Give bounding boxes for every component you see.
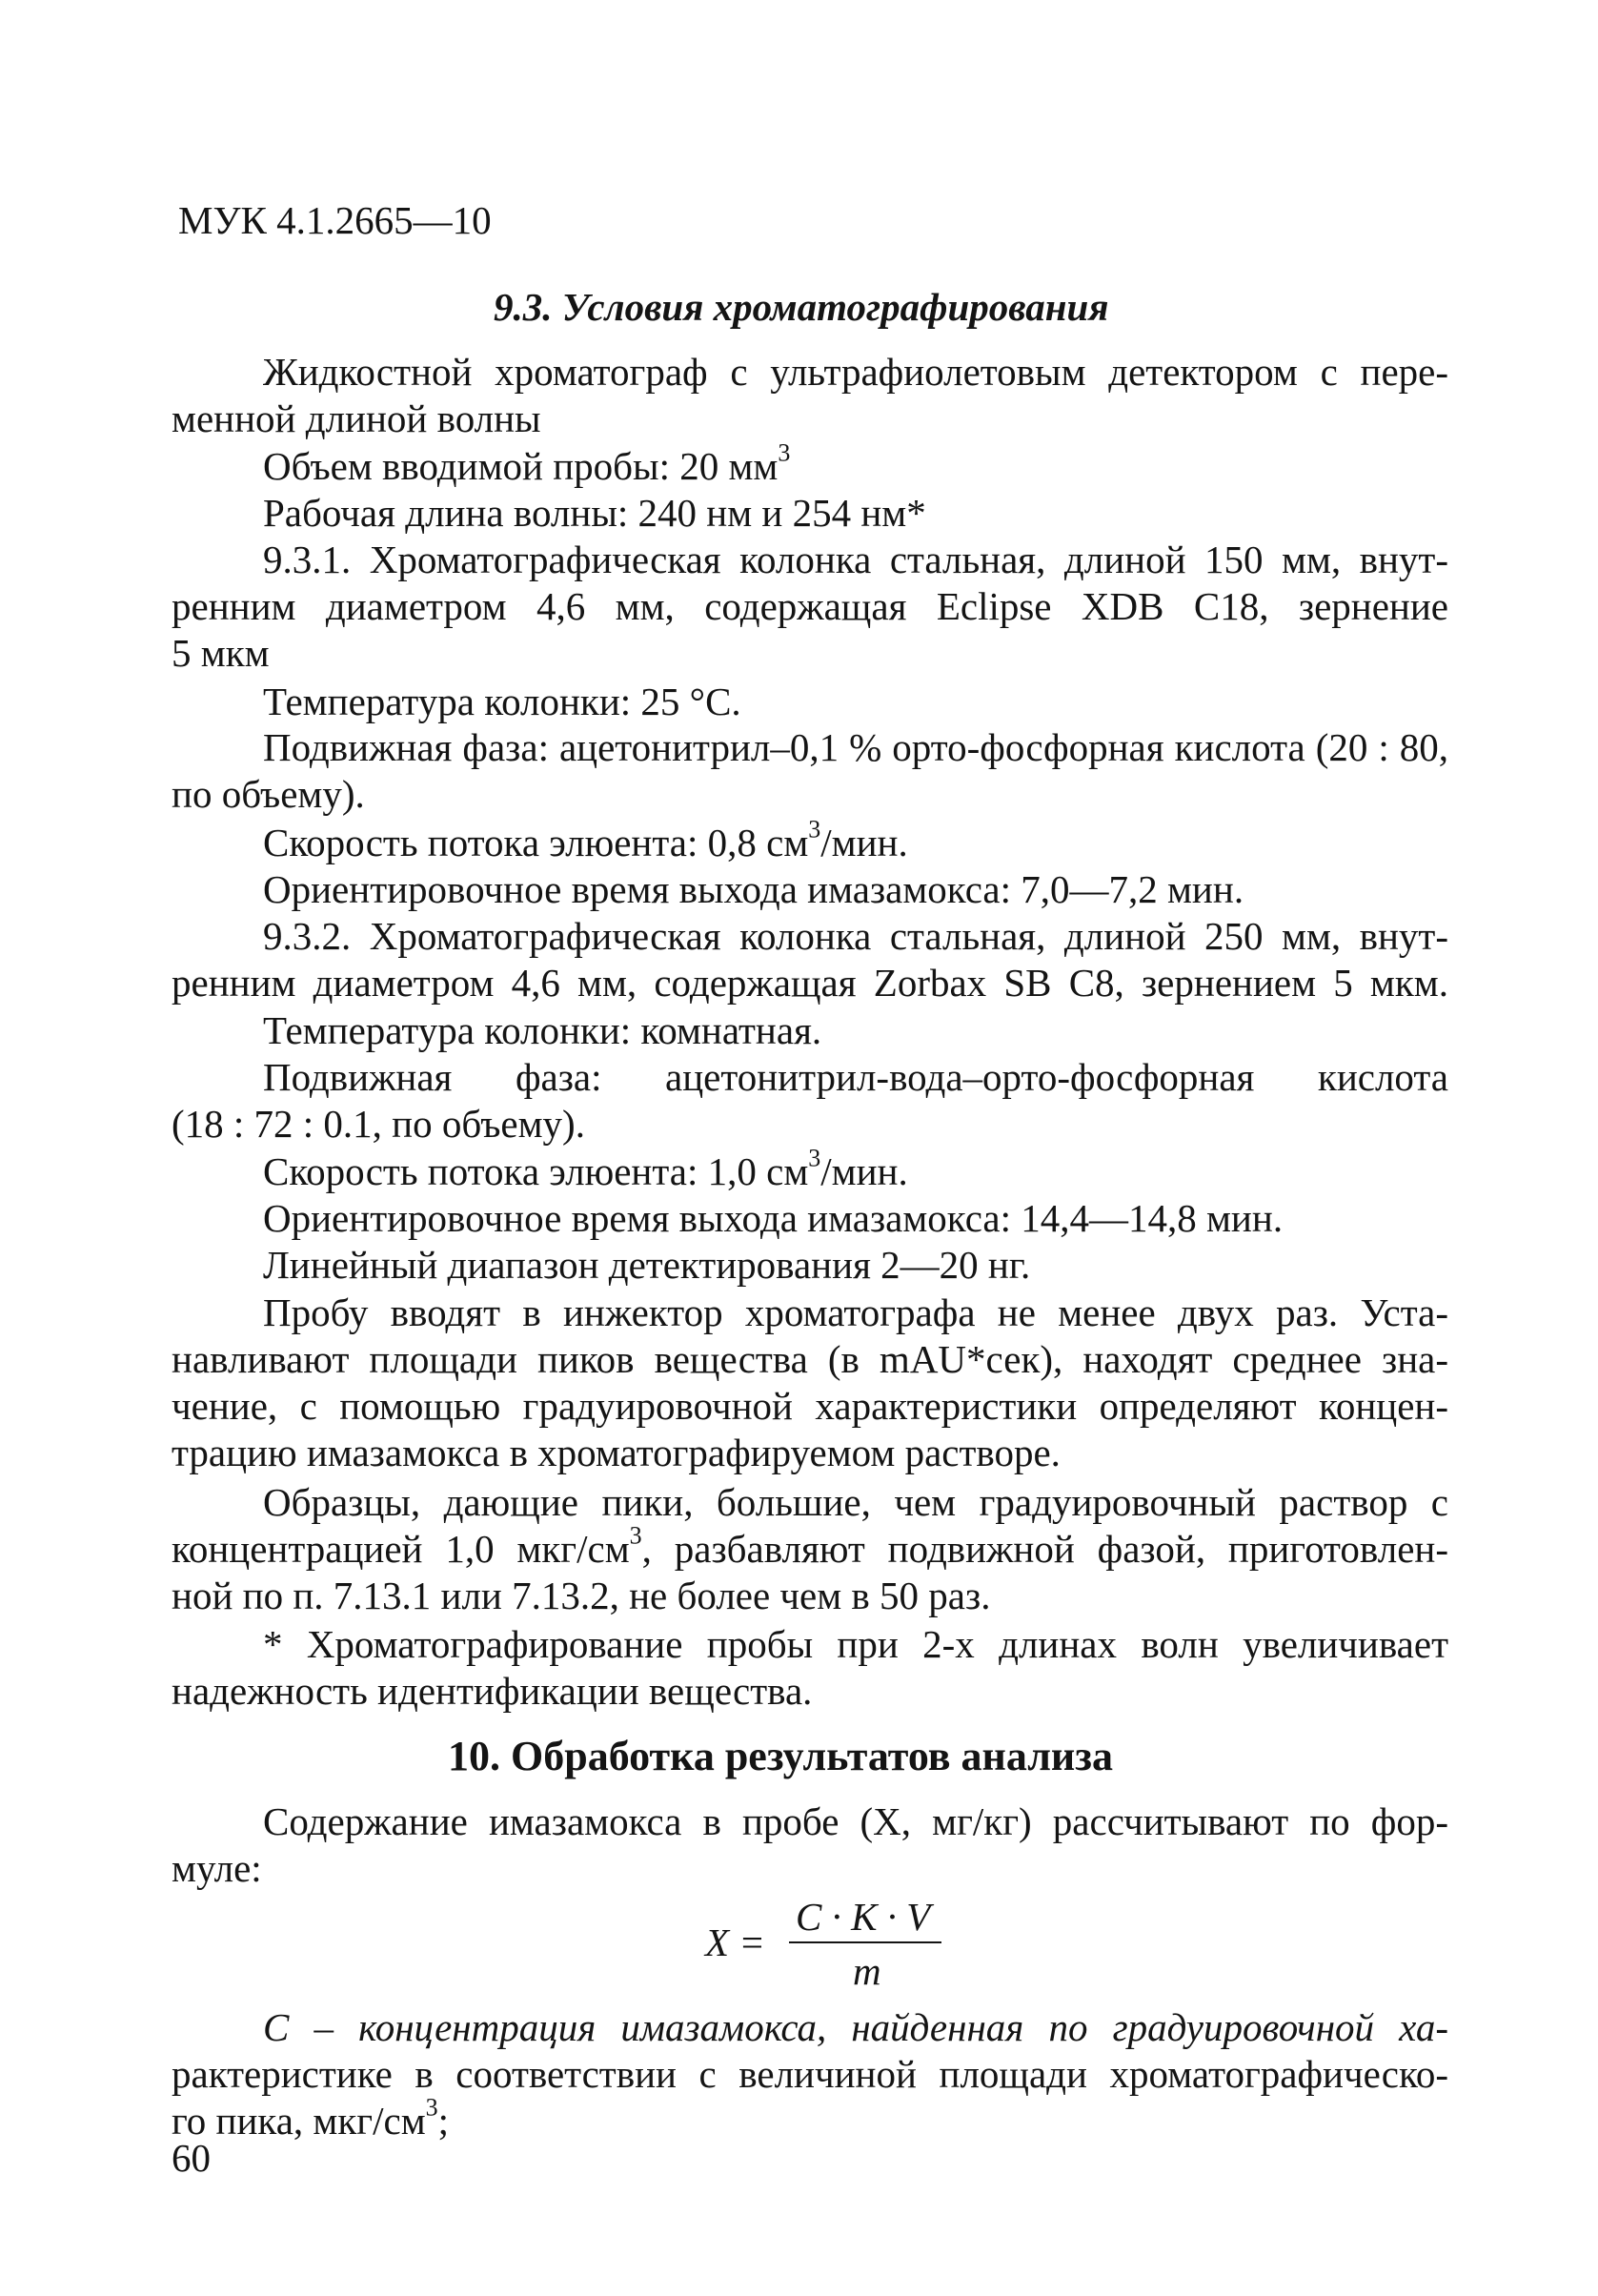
- p18-line2: муле:: [172, 1846, 262, 1890]
- p9-line1: 9.3.2. Хроматографическая колонка стальная, длиной 250 мм, внут-: [263, 914, 1448, 958]
- p16-line1: Образцы, дающие пики, большие, чем градуировочный раствор с: [263, 1480, 1448, 1524]
- formula-denominator: m: [853, 1949, 881, 1993]
- p17-footnote-line2: надежность идентификации вещества.: [172, 1669, 813, 1713]
- formula-lhs: X =: [705, 1920, 765, 1964]
- p5-column-temp: Температура колонки: 25 °С.: [263, 680, 741, 723]
- p7-flow-rate: Скорость потока элюента: 0,8 $см^3$/мин.: [263, 815, 908, 864]
- p2-sample-volume: Объем вводимой пробы: 20 $мм^3$: [263, 438, 791, 488]
- p16-line2: концентрацией 1,0 мкг/$см^3$, разбавляют подвижной фазой, приготовлен-: [172, 1521, 1448, 1571]
- p15-line2: навливают площади пиков вещества (в mAU*сек), находят среднее зна-: [172, 1337, 1448, 1381]
- p16-line3: ной по п. 7.13.1 или 7.13.2, не более чем в 50 раз.: [172, 1574, 991, 1617]
- document-header: МУК 4.1.2665—10: [178, 198, 492, 242]
- p11-line2: (18 : 72 : 0.1, по объему).: [172, 1102, 585, 1146]
- page-number: 60: [172, 2136, 211, 2180]
- p1-line1: Жидкостной хроматограф с ультрафиолетовым детектором с пере-: [263, 350, 1448, 394]
- p19-line3: го пика, мкг/$см^3$;: [172, 2093, 450, 2143]
- p19-line1: C – концентрация имазамокса, найденная по градуировочной ха-: [263, 2005, 1448, 2049]
- p12-flow-rate: Скорость потока элюента: 1,0 $см^3$/мин.: [263, 1144, 908, 1193]
- p13-retention-time: Ориентировочное время выхода имазамокса: 14,4—14,8 мин.: [263, 1196, 1284, 1240]
- p4-line1: 9.3.1. Хроматографическая колонка стальная, длиной 150 мм, внут-: [263, 538, 1448, 581]
- p8-retention-time: Ориентировочное время выхода имазамокса: 7,0—7,2 мин.: [263, 867, 1244, 911]
- p4-line3: 5 мкм: [172, 631, 270, 675]
- p11-line1: Подвижная фаза: ацетонитрил-вода–орто-фосфорная кислота: [263, 1055, 1448, 1099]
- p15-line4: трацию имазамокса в хроматографируемом растворе.: [172, 1431, 1061, 1474]
- p10-column-temp: Температура колонки: комнатная.: [263, 1008, 822, 1052]
- p6-line1: Подвижная фаза: ацетонитрил–0,1 % орто-фосфорная кислота (20 : 80,: [263, 725, 1448, 769]
- p14-linear-range: Линейный диапазон детектирования 2—20 нг.: [263, 1243, 1031, 1287]
- p4-line2: ренним диаметром 4,6 мм, содержащая Eclipse XDB C18, зернение: [172, 584, 1448, 628]
- p3-wavelength: Рабочая длина волны: 240 нм и 254 нм*: [263, 491, 926, 535]
- p9-line2: ренним диаметром 4,6 мм, содержащая Zorbax SB C8, зернением 5 мкм.: [172, 961, 1448, 1005]
- p1-line2: менной длиной волны: [172, 396, 541, 440]
- section-10-title: 10. Обработка результатов анализа: [448, 1733, 1113, 1779]
- p17-footnote-line1: * Хроматографирование пробы при 2-х длинах волн увеличивает: [263, 1622, 1448, 1666]
- formula-numerator: C · K · V: [796, 1895, 931, 1939]
- p19-line2: рактеристике в соответствии с величиной площади хроматографическо-: [172, 2052, 1448, 2096]
- formula-fraction-bar: [789, 1941, 941, 1943]
- p15-line1: Пробу вводят в инжектор хроматографа не менее двух раз. Уста-: [263, 1290, 1448, 1334]
- p6-line2: по объему).: [172, 772, 365, 816]
- section-9-3-title: 9.3. Условия хроматографирования: [494, 285, 1109, 329]
- p18-line1: Содержание имазамокса в пробе (X, мг/кг) рассчитывают по фор-: [263, 1799, 1448, 1843]
- p15-line3: чение, с помощью градуировочной характеристики определяют концен-: [172, 1384, 1448, 1428]
